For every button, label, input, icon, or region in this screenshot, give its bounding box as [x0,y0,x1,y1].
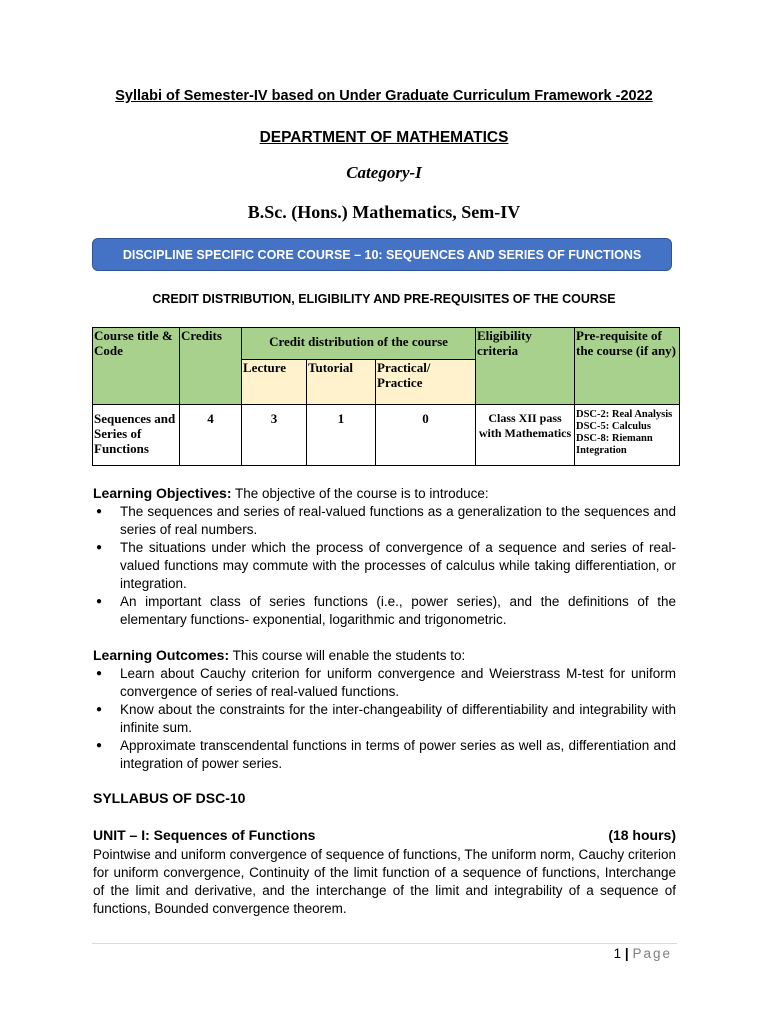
cell-tutorial: 1 [307,405,376,466]
header-practical: Practical/ Practice [376,360,476,405]
header-lecture: Lecture [242,360,307,405]
cell-prerequisite [575,405,680,466]
unit-1-heading [93,827,676,843]
outcome-item: ● Learn about Cauchy criterion for uniform convergence and Weierstrass M-test for uniform convergence of series of real-valued functions. [93,665,676,701]
header-tutorial: Tutorial [307,360,376,405]
prereq-item: DSC-2: Real Analysis [576,409,673,420]
unit-1-title: UNIT – I: Sequences of Functions [93,827,316,843]
unit-1-body: Pointwise and uniform convergence of sequence of functions, The uniform norm, Cauchy criterion for uniform convergence, Continuity of the limit function of a sequence of functions, Interchange of the limit and derivative, and the interchange of the limit and integrability of a sequence of functions, Bounded convergence theorem. [93,847,676,916]
objective-item: ● An important class of series functions (i.e., power series), and the definitions of the elementary functions- exponential, logarithmic and trigonometric. [93,593,676,629]
cell-lecture: 3 [242,405,307,466]
category-title: Category-I [346,163,422,182]
learning-outcomes [93,646,676,773]
page-footer [560,946,672,961]
credit-table [92,327,680,466]
prereq-item: DSC-5: Calculus [576,421,651,432]
page-number: 1 [613,946,622,961]
header-prerequisite: Pre-requisite of the course (if any) [575,328,680,405]
header-credit-distribution: Credit distribution of the course [242,328,476,360]
credit-distribution-heading: CREDIT DISTRIBUTION, ELIGIBILITY AND PRE-REQUISITES OF THE COURSE [152,292,616,306]
outcomes-intro: This course will enable the students to: [229,648,466,663]
page-label: Page [632,946,672,961]
programme-title: B.Sc. (Hons.) Mathematics, Sem-IV [247,202,521,222]
footer-separator: | [624,946,629,961]
cell-credits: 4 [180,405,242,466]
course-banner: DISCIPLINE SPECIFIC CORE COURSE – 10: SEQUENCES AND SERIES OF FUNCTIONS [92,238,672,271]
learning-objectives [93,484,676,629]
department-title: DEPARTMENT OF MATHEMATICS [259,129,509,146]
objectives-label: Learning Objectives: [93,485,232,501]
syllabi-title: Syllabi of Semester-IV based on Under Graduate Curriculum Framework -2022 [115,88,653,104]
objective-item: ● The sequences and series of real-valued functions as a generalization to the sequences and series of real numbers. [93,503,676,539]
prereq-item: DSC-8: Riemann Integration [576,433,653,456]
header-eligibility: Eligibility criteria [476,328,575,405]
outcomes-label: Learning Outcomes: [93,647,230,663]
header-course-title: Course title & Code [93,328,180,405]
cell-course: Sequences and Series of Functions [93,405,180,466]
objectives-intro: The objective of the course is to introduce: [231,486,489,501]
cell-practical: 0 [376,405,476,466]
footer-divider [92,943,677,944]
outcome-item: ● Know about the constraints for the inter-changeability of differentiability and integrability with infinite sum. [93,701,676,737]
objective-item: ● The situations under which the process of convergence of a sequence and series of real-valued functions may commute with the processes of calculus while taking differentiation, or integration. [93,539,676,593]
syllabus-heading: SYLLABUS OF DSC-10 [93,790,246,806]
header-credits: Credits [180,328,242,405]
outcome-item: ● Approximate transcendental functions in terms of power series as well as, differentiation and integration of power series. [93,737,676,773]
unit-1-hours: (18 hours) [608,827,676,843]
cell-eligibility: Class XII pass with Mathematics [476,405,575,466]
